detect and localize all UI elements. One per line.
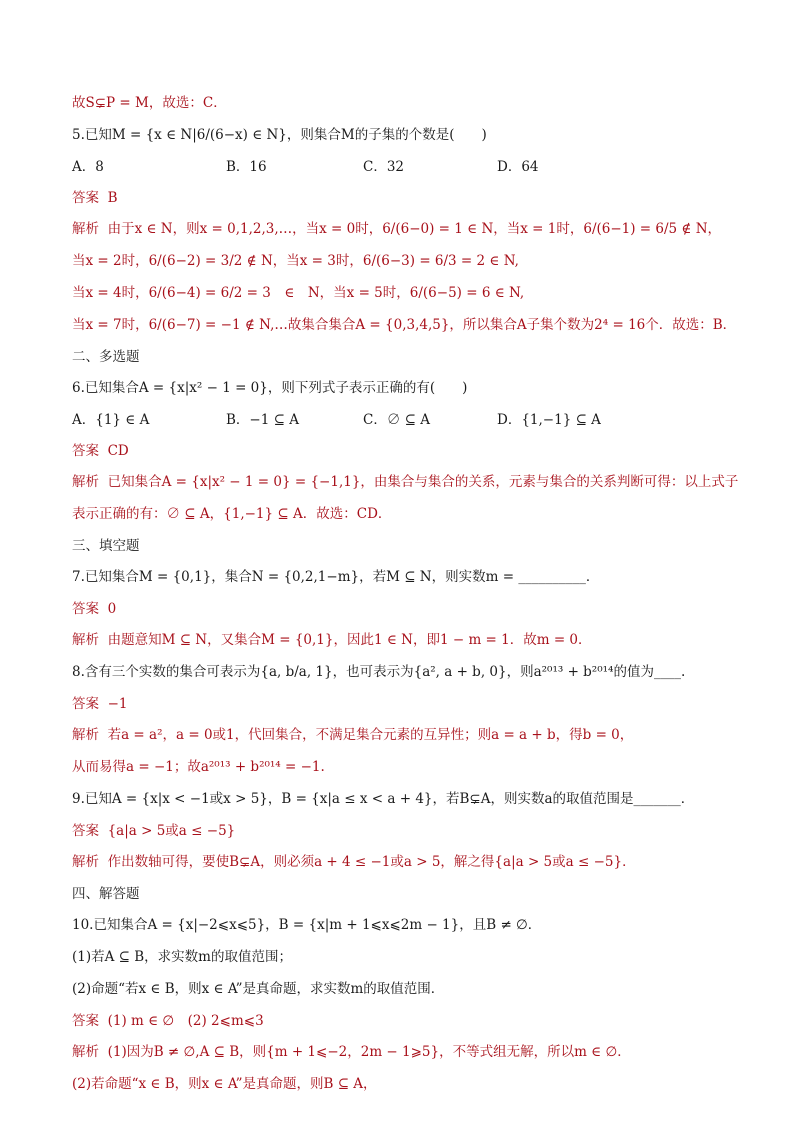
option-a: A．{1} ∈ A: [72, 412, 150, 428]
answer-value: CD: [107, 443, 129, 459]
analysis-5-line-4: 当x = 7时，6/(6−7) = −1 ∉ N,…故集合集合A = {0,3,4,5}，所以集合A子集个数为2⁴ = 16个．故选：B．: [72, 317, 737, 333]
question-8: 8.含有三个实数的集合可表示为{a, b/a, 1}，也可表示为{a², a + b, 0}，则a²⁰¹³ + b²⁰¹⁴的值为____.: [72, 664, 686, 680]
analysis-9: [72, 851, 754, 873]
answer-7: [72, 598, 754, 620]
analysis-6-line-1: [72, 471, 754, 493]
analysis-5-line-2: 当x = 2时，6/(6−2) = 3/2 ∉ N，当x = 3时，6/(6−3) = 6/3 = 2 ∈ N,: [72, 253, 519, 269]
question-5: 5.已知M = {x ∈ N|6/(6−x) ∈ N}，则集合M的子集的个数是( ): [72, 127, 487, 143]
answer-label: 答案: [72, 443, 99, 459]
analysis-text: (1)因为B ≠ ∅,A ⊆ B，则{m + 1⩽−2，2m − 1⩾5}，不等式组无解，所以m ∈ ∅．: [107, 1044, 631, 1060]
analysis-8-line-2: 从而易得a = −1；故a²⁰¹³ + b²⁰¹⁴ = −1.: [72, 759, 325, 775]
analysis-text: 作出数轴可得，要使B⊊A，则必须a + 4 ≤ −1或a > 5，解之得{a|a > 5或a ≤ −5}．: [107, 854, 636, 870]
option-b: B．−1 ⊆ A: [226, 412, 299, 428]
option-d: D．64: [497, 159, 539, 175]
analysis-label: 解析: [72, 1044, 99, 1060]
option-c: C．∅ ⊆ A: [363, 412, 430, 428]
question-10-part-1: (1)若A ⊆ B，求实数m的取值范围；: [72, 949, 292, 965]
analysis-label: 解析: [72, 474, 99, 490]
analysis-6-line-2: 表示正确的有：∅ ⊆ A，{1,−1} ⊆ A．故选：CD．: [72, 506, 392, 522]
answer-value: {a|a > 5或a ≤ −5}: [107, 823, 236, 839]
section-heading-4: 四、解答题: [72, 886, 140, 902]
option-c: C．32: [363, 159, 405, 175]
question-6: 6.已知集合A = {x|x² − 1 = 0}，则下列式子表示正确的有( ): [72, 380, 468, 396]
analysis-10-line-1: [72, 1041, 754, 1063]
option-a: A．8: [72, 159, 104, 175]
section-heading-3: 三、填空题: [72, 538, 140, 554]
analysis-8-line-1: [72, 724, 754, 746]
options-5: [72, 156, 754, 178]
section-heading-2: 二、多选题: [72, 349, 140, 365]
text-line: 故S⊊P = M，故选：C．: [72, 95, 227, 111]
analysis-5-line-3: 当x = 4时，6/(6−4) = 6/2 = 3 ∈ N，当x = 5时，6/(6−5) = 6 ∈ N,: [72, 285, 525, 301]
analysis-label: 解析: [72, 854, 99, 870]
answer-5: [72, 187, 754, 209]
answer-value: 0: [107, 601, 117, 617]
answer-label: 答案: [72, 190, 99, 206]
answer-6: [72, 440, 754, 462]
option-d: D．{1,−1} ⊆ A: [497, 412, 601, 428]
answer-value: −1: [107, 696, 128, 712]
question-9: 9.已知A = {x|x < −1或x > 5}，B = {x|a ≤ x < a + 4}，若B⊊A，则实数a的取值范围是_______．: [72, 791, 695, 807]
analysis-label: 解析: [72, 221, 99, 237]
answer-value: B: [107, 190, 118, 206]
question-10-part-2: (2)命题“若x ∈ B，则x ∈ A”是真命题，求实数m的取值范围．: [72, 981, 445, 997]
answer-label: 答案: [72, 696, 99, 712]
options-6: [72, 409, 754, 431]
answer-9: [72, 820, 754, 842]
analysis-10-line-2: (2)若命题“x ∈ B，则x ∈ A”是真命题，则B ⊆ A，: [72, 1076, 377, 1092]
analysis-7: [72, 629, 754, 651]
option-b: B．16: [226, 159, 267, 175]
answer-8: [72, 693, 754, 715]
answer-label: 答案: [72, 601, 99, 617]
analysis-5-line-1: [72, 218, 754, 240]
answer-10: [72, 1010, 754, 1032]
question-7: 7.已知集合M = {0,1}，集合N = {0,2,1−m}，若M ⊆ N，则实数m = __________．: [72, 569, 600, 585]
analysis-text: 由题意知M ⊆ N，又集合M = {0,1}，因此1 ∈ N，即1 − m = 1．故m = 0．: [107, 632, 592, 648]
analysis-text: 若a = a²，a = 0或1，代回集合，不满足集合元素的互异性；则a = a + b，得b = 0，: [107, 727, 634, 743]
answer-label: 答案: [72, 1013, 99, 1029]
answer-label: 答案: [72, 823, 99, 839]
analysis-text: 已知集合A = {x|x² − 1 = 0} = {−1,1}，由集合与集合的关系，元素与集合的关系判断可得：以上式子: [107, 474, 739, 490]
question-10: 10.已知集合A = {x|−2⩽x⩽5}，B = {x|m + 1⩽x⩽2m − 1}，且B ≠ ∅．: [72, 917, 542, 933]
analysis-label: 解析: [72, 727, 99, 743]
analysis-text: 由于x ∈ N，则x = 0,1,2,3,…，当x = 0时，6/(6−0) = 1 ∈ N，当x = 1时，6/(6−1) = 6/5 ∉ N，: [107, 221, 722, 237]
answer-value: (1) m ∈ ∅ (2) 2⩽m⩽3: [107, 1013, 264, 1029]
analysis-label: 解析: [72, 632, 99, 648]
